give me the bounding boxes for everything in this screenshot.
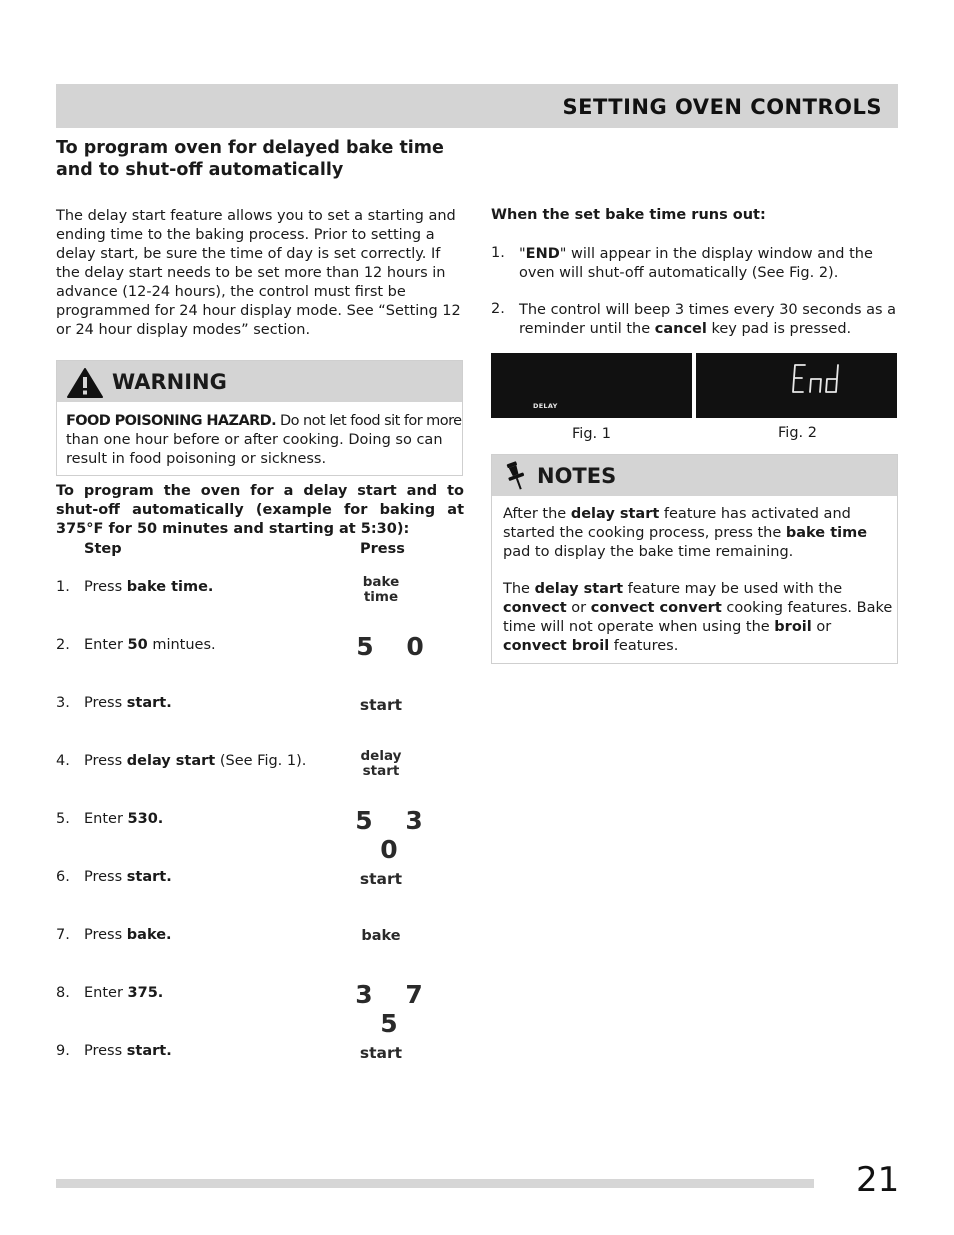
step-number: 2. bbox=[56, 637, 70, 653]
bake-time-pad bbox=[331, 575, 431, 605]
start-pad: start bbox=[359, 1044, 403, 1062]
step-number: 3. bbox=[56, 695, 70, 711]
text-part: features. bbox=[609, 638, 679, 654]
warning-text-part1: Do not let food sit for more bbox=[275, 413, 462, 429]
footer-bar bbox=[56, 1179, 814, 1188]
step-number: 1. bbox=[56, 579, 70, 595]
notes-title: NOTES bbox=[537, 464, 617, 488]
text-bold: cancel bbox=[654, 321, 707, 337]
step-bold: start. bbox=[126, 695, 172, 711]
step-number: 4. bbox=[56, 753, 70, 769]
warning-text-part2: than one hour before or after cooking. Doing so can result in food poisoning or sickness. bbox=[66, 432, 443, 467]
digit-keys: 3 7 5 bbox=[355, 980, 435, 1038]
column-header-step: Step bbox=[84, 541, 122, 557]
step-post: mintues. bbox=[147, 637, 216, 653]
warning-box bbox=[56, 360, 463, 476]
step-bold: start. bbox=[126, 1043, 172, 1059]
figure-1-display bbox=[491, 353, 692, 418]
section-header-bar bbox=[56, 84, 898, 128]
step-text bbox=[84, 869, 172, 885]
start-pad: start bbox=[359, 696, 403, 714]
list-item-text bbox=[519, 245, 899, 283]
notes-header bbox=[492, 455, 897, 496]
text-part: or bbox=[811, 619, 832, 635]
step-number: 5. bbox=[56, 811, 70, 827]
step-text bbox=[84, 579, 213, 595]
step-bold: start. bbox=[126, 869, 172, 885]
step-text bbox=[84, 927, 172, 943]
step-text bbox=[84, 1043, 172, 1059]
program-heading: To program the oven for a delay start and to shut-off automatically (example for baking at 375°F for 50 minutes and starting at 5:30): bbox=[56, 483, 464, 537]
step-text bbox=[84, 811, 163, 827]
step-post: (See Fig. 1). bbox=[215, 753, 307, 769]
digit-keys: 5 3 0 bbox=[355, 806, 435, 864]
delay-start-pad bbox=[331, 749, 431, 779]
step-number: 6. bbox=[56, 869, 70, 885]
main-heading: To program oven for delayed bake time and to shut-off automatically bbox=[56, 138, 444, 180]
text-bold: delay start bbox=[570, 506, 660, 522]
list-number: 1. bbox=[491, 245, 505, 261]
end-display-readout bbox=[792, 363, 844, 395]
warning-triangle-icon bbox=[66, 367, 104, 399]
page-number: 21 bbox=[856, 1160, 900, 1200]
step-bold: 530. bbox=[127, 811, 164, 827]
step-bold: 50 bbox=[127, 637, 148, 653]
step-pre: Press bbox=[84, 753, 127, 769]
list-number: 2. bbox=[491, 301, 505, 317]
figure-1-caption: Fig. 1 bbox=[572, 426, 611, 442]
right-heading: When the set bake time runs out: bbox=[491, 207, 766, 223]
figure-2-display bbox=[696, 353, 897, 418]
step-pre: Press bbox=[84, 579, 127, 595]
pushpin-icon bbox=[504, 460, 528, 492]
text-part: The bbox=[503, 581, 535, 597]
step-pre: Press bbox=[84, 927, 127, 943]
column-header-press: Press bbox=[360, 541, 405, 557]
text-part: key pad is pressed. bbox=[706, 321, 852, 337]
pad-line: bake bbox=[362, 574, 400, 590]
text-part: cooking features. Bake time will not operate when using the bbox=[503, 600, 893, 635]
warning-hazard: FOOD POISONING HAZARD. bbox=[66, 413, 276, 429]
text-part: The control will beep 3 times every 30 seconds as a reminder until the bbox=[519, 302, 897, 337]
step-pre: Press bbox=[84, 695, 127, 711]
step-text bbox=[84, 753, 306, 769]
warning-header bbox=[57, 361, 462, 402]
step-pre: Enter bbox=[84, 985, 128, 1001]
step-bold: delay start bbox=[126, 753, 216, 769]
step-pre: Enter bbox=[84, 637, 128, 653]
digit-keys: 5 0 bbox=[356, 632, 436, 661]
text-bold: convect convert bbox=[590, 600, 722, 616]
start-pad: start bbox=[359, 870, 403, 888]
section-title: SETTING OVEN CONTROLS bbox=[562, 95, 882, 119]
step-pre: Press bbox=[84, 1043, 127, 1059]
text-part: feature has activated and started the cooking process, press the bbox=[503, 506, 851, 541]
text-part: feature may be used with the bbox=[623, 581, 843, 597]
step-text bbox=[84, 637, 216, 653]
pad-line: start bbox=[362, 763, 400, 779]
step-pre: Press bbox=[84, 869, 127, 885]
step-number: 8. bbox=[56, 985, 70, 1001]
bake-pad: bake bbox=[361, 928, 401, 944]
step-bold: bake. bbox=[126, 927, 172, 943]
text-part: " bbox=[519, 246, 526, 262]
step-bold: bake time. bbox=[126, 579, 214, 595]
delay-indicator: DELAY bbox=[533, 402, 558, 410]
notes-box bbox=[491, 454, 898, 664]
step-pre: Enter bbox=[84, 811, 128, 827]
list-item-text bbox=[519, 301, 899, 339]
text-bold: convect broil bbox=[503, 638, 610, 654]
warning-title: WARNING bbox=[112, 370, 227, 394]
intro-paragraph: The delay start feature allows you to set a starting and ending time to the baking process. Prior to setting a delay start, be sure the time of day is set correctly. If the delay start needs to be set more than 12 hours in advance (12-24 hours), the control must first be programmed for 24 hour display mode. See “Setting 12 or 24 hour display modes” section. bbox=[56, 208, 461, 338]
step-number: 9. bbox=[56, 1043, 70, 1059]
step-text bbox=[84, 985, 163, 1001]
text-part: After the bbox=[503, 506, 571, 522]
step-number: 7. bbox=[56, 927, 70, 943]
warning-text bbox=[66, 412, 462, 469]
text-bold: broil bbox=[774, 619, 812, 635]
text-bold: convect bbox=[503, 600, 567, 616]
text-part: " will appear in the display window and the oven will shut-off automatically (See Fig. 2). bbox=[519, 246, 873, 281]
text-bold: delay start bbox=[534, 581, 624, 597]
notes-paragraph-2 bbox=[503, 580, 893, 656]
figure-2-caption: Fig. 2 bbox=[778, 425, 817, 441]
pad-line: time bbox=[363, 589, 399, 605]
notes-paragraph-1 bbox=[503, 505, 893, 562]
text-bold: END bbox=[525, 246, 560, 262]
step-bold: 375. bbox=[127, 985, 164, 1001]
pad-line: delay bbox=[360, 748, 402, 764]
step-text bbox=[84, 695, 172, 711]
text-bold: bake time bbox=[785, 525, 868, 541]
text-part: or bbox=[566, 600, 591, 616]
text-part: pad to display the bake time remaining. bbox=[503, 544, 794, 560]
